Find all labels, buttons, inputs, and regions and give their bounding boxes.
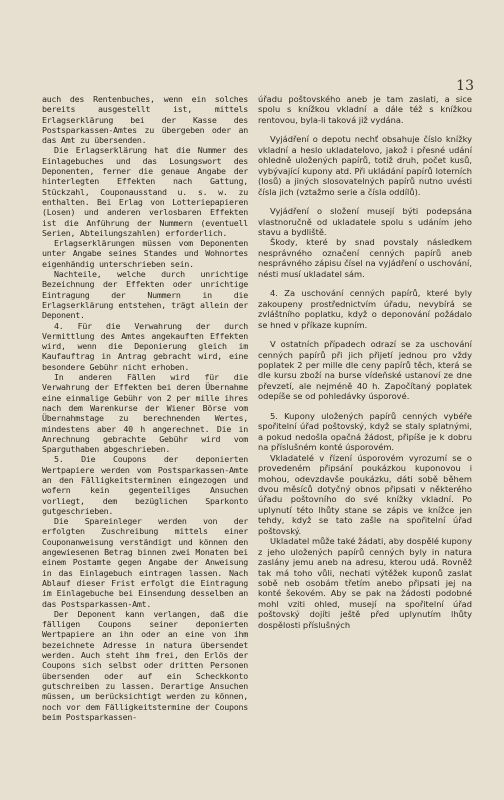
page-number: 13 [456, 78, 474, 94]
german-column [42, 94, 248, 722]
paragraph: Ukladatel může také žádati, aby dospělé kupony z jeho uložených papírů cenných byly in natura zaslány jemu aneb na adresu, kterou udá. Rovněž tak má toho vůli, nechati výtěžek kuponů zaslat sobě neb osobám třetím anebo připsati jej na konté šekovém. Aby se pak na žádosti podobné mohl vziti ohled, musejí na spořitelní úřad poštovský dojíti ještě před uplynutím lhůty dospělosti příslušných [258, 536, 472, 630]
paragraph: Die Spareinleger werden von der erfolgten Zuschreibung mittels einer Couponanweisung verständigt und können den angewiesenen Betrag binnen zwei Monaten bei einem Postamte gegen Angabe der Anweisung in das Einlagebuch eintragen lassen. Nach Ablauf dieser Frist erfolgt die Eintragung im Einlagebuche bei Einsendung desselben an das Postsparkassen-Amt. [42, 516, 248, 609]
paragraph: Erlagserklärungen müssen vom Deponenten unter Angabe seines Standes und Wohnortes eigenhändig unterschrieben sein. [42, 238, 248, 269]
paragraph: Die Erlagserklärung hat die Nummer des Einlagebuches und das Losungswort des Deponenten, ferner die genaue Angabe der hinterlegten Effekten nach Gattung, Stückzahl, Couponausstand u. s. w. zu enthalten. Bei Erlag von Lotteriepapieren (Losen) und anderen verlosbaren Effekten ist die Anführung der Nummern (eventuell Serien, Abteilungszahlen) erforderlich. [42, 145, 248, 238]
paragraph: Vkladatelé v řízení úsporovém vyrozumí se o provedeném připsání poukázkou kuponovou i mohou, odevzdavše poukázku, dáti sobě během dvou měsíců dotyčný obnos připsati v některého úřadu poštovního do své knížky vkladní. Po uplynutí této lhůty stane se zápis ve knížce jen tehdy, když se tato zašle na spořitelní úřad poštovský. [258, 452, 472, 536]
paragraph: V ostatních případech odrazí se za uschování cenných papírů při jich přijetí jednou pro vždy poplatek 2 per mille dle ceny papírů těch, která se dle kursu zboží na burse vídeňské ustanoví ze dne převzetí, ale nejméně 40 h. Započítaný poplatek odepíše se od pohledávky úsporové. [258, 339, 472, 402]
paragraph: Vyjádření o složení musejí býti podepsána vlastnoručně od ukladatele spolu s udáním jeho stavu a bydliště. [258, 206, 472, 237]
section-paragraph: 4. Für die Verwahrung der durch Vermittlung des Amtes angekauften Effekten wird, wenn die Deponierung gleich im Kaufauftrag in Antrag gebracht wird, eine besondere Gebühr nicht erhoben. [42, 320, 248, 372]
paragraph: Nachteile, welche durch unrichtige Bezeichnung der Effekten oder unrichtige Eintragung der Nummern in die Erlagserklärung entstehen, trägt allein der Deponent. [42, 269, 248, 321]
section-paragraph: 4. Za uschování cenných papírů, které byly zakoupeny prostřednictvím úřadu, nevybírá se zvláštního poplatku, když o deponování požádalo se hned v příkaze kupním. [258, 288, 472, 330]
czech-column [258, 94, 472, 630]
paragraph: In anderen Fällen wird für die Verwahrung der Effekten bei deren Übernahme eine einmalige Gebühr von 2 per mille ihres nach dem Warenkurse der Wiener Börse vom Übernahmstage zu berechnenden Wertes, mindestens aber 40 h angerechnet. Die in Anrechnung gebrachte Gebühr wird vom Sparguthaben abgeschrieben. [42, 372, 248, 455]
paragraph: auch des Rentenbuches, wenn ein solches bereits ausgestellt ist, mittels Erlagserklärung bei der Kasse des Postsparkassen-Amtes zu übergeben oder an das Amt zu übersenden. [42, 94, 248, 146]
paragraph: Der Deponent kann verlangen, daß die fälligen Coupons seiner deponierten Wertpapiere an ihn oder an eine von ihm bezeichnete Adresse in natura übersendet werden. Auch steht ihm frei, den Erlös der Coupons sich selbst oder dritten Personen übersenden oder auf ein Scheckkonto gutschreiben zu lassen. Derartige Ansuchen müssen, um berücksichtigt werden zu können, noch vor dem Fälligkeitstermine der Coupons beim Postsparkassen- [42, 608, 248, 722]
section-paragraph: 5. Kupony uložených papírů cenných vybéře spořitelní úřad poštovský, když se staly splatnými, a pokud nedošla opačná žádost, připíše je k dobru na příslušném konté úsporovém. [258, 410, 472, 453]
paragraph: Škody, které by snad povstaly následkem nesprávného označení cenných papírů aneb nesprávného zápisu čísel na vyjádření o uschování, nésti musí ukladatel sám. [258, 237, 472, 279]
paragraph: úřadu poštovského aneb je tam zaslati, a sice spolu s knížkou vkladní a dále též s knížkou rentovou, byla-li taková již vydána. [258, 94, 472, 125]
section-paragraph: 5. Die Coupons der deponierten Wertpapiere werden vom Postsparkassen-Amte an den Fälligkeitsterminen eingezogen und wofern kein gegenteiliges Ansuchen vorliegt, dem bezüglichen Sparkonto gutgeschrieben. [42, 454, 248, 516]
paragraph: Vyjádření o depotu nechť obsahuje číslo knížky vkladní a heslo ukladatelovo, jakož i přesné udání ohledně uložených papírů, totiž druh, počet kusů, vybývající kupony atd. Při ukládání papírů loterních (losů) a jiných slosovatelných papírů nutno uvésti čísla jich (vztažmo serie a čísla oddílů). [258, 134, 472, 197]
